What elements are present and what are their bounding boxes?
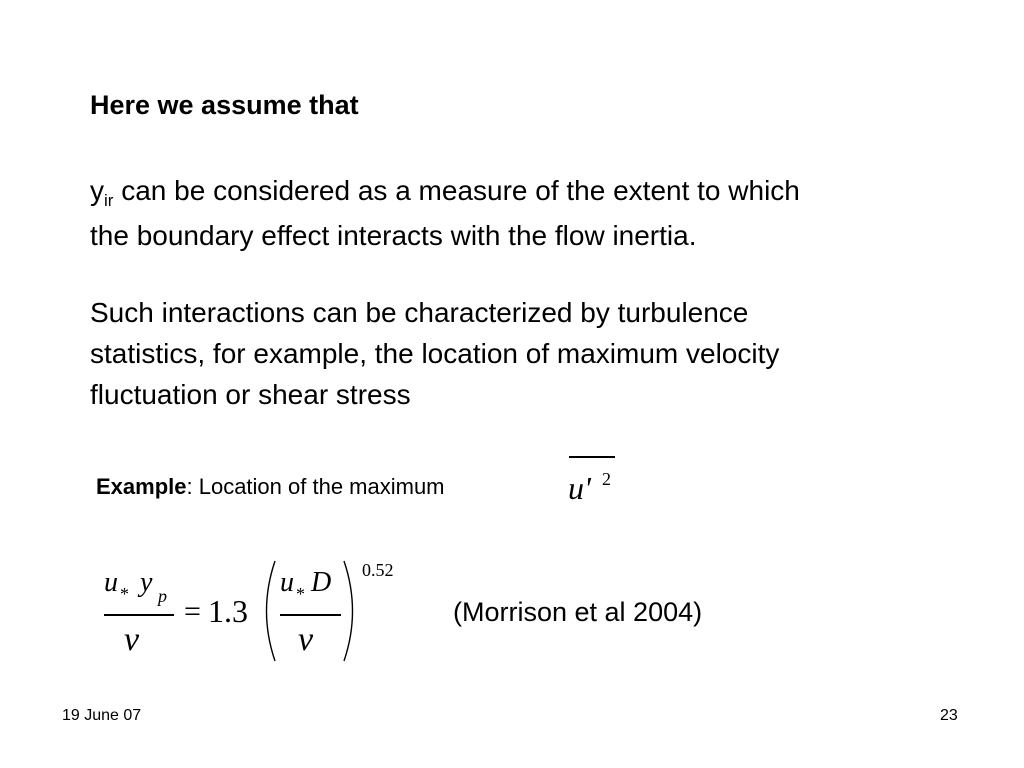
paragraph-yir	[90, 170, 800, 256]
paragraph-yir-line1-text: can be considered as a measure of the extent to which	[113, 175, 800, 206]
yir-variable: y	[90, 175, 104, 206]
example-label: Example	[96, 474, 187, 499]
eq-right-paren	[341, 559, 363, 663]
paragraph-yir-line2: the boundary effect interacts with the flow inertia.	[90, 220, 697, 251]
footer-page-number: 23	[940, 707, 958, 724]
paragraph-interactions-line1: Such interactions can be characterized by turbulence	[90, 297, 749, 328]
eq-lhs-y: y	[140, 567, 153, 598]
example-text: : Location of the maximum	[186, 474, 445, 499]
equation	[100, 555, 420, 670]
eq-rhs-nu: ν	[298, 621, 314, 658]
eq-rhs-u: u	[280, 567, 294, 598]
eq-rhs-fraction-bar	[280, 614, 341, 616]
eq-coefficient: 1.3	[208, 593, 248, 629]
eq-lhs-u: u	[104, 567, 118, 598]
eq-left-paren	[256, 559, 278, 663]
yir-subscript: ir	[104, 191, 114, 210]
overline-bar	[569, 456, 615, 458]
eq-exponent: 0.52	[362, 560, 394, 580]
paragraph-interactions-line2: statistics, for example, the location of maximum velocity	[90, 338, 780, 369]
eq-lhs-fraction-bar	[104, 614, 174, 616]
eq-lhs-p: p	[158, 586, 167, 606]
slide-heading: Here we assume that	[90, 90, 359, 120]
velocity-fluctuation-symbol	[566, 450, 626, 510]
paragraph-interactions-line3: fluctuation or shear stress	[90, 379, 411, 410]
eq-equals: =	[184, 595, 201, 628]
eq-rhs-star: *	[296, 584, 305, 604]
footer-date: 19 June 07	[62, 707, 142, 724]
citation: (Morrison et al 2004)	[453, 597, 703, 627]
u-prime-exponent: 2	[602, 469, 611, 489]
u-prime-symbol: u'	[568, 470, 591, 506]
eq-lhs-star: *	[120, 584, 129, 604]
eq-rhs-d: D	[311, 567, 332, 598]
paragraph-yir-line1	[90, 170, 800, 215]
example-line	[96, 474, 445, 500]
eq-lhs-nu: ν	[124, 621, 140, 658]
paragraph-interactions	[90, 292, 779, 415]
